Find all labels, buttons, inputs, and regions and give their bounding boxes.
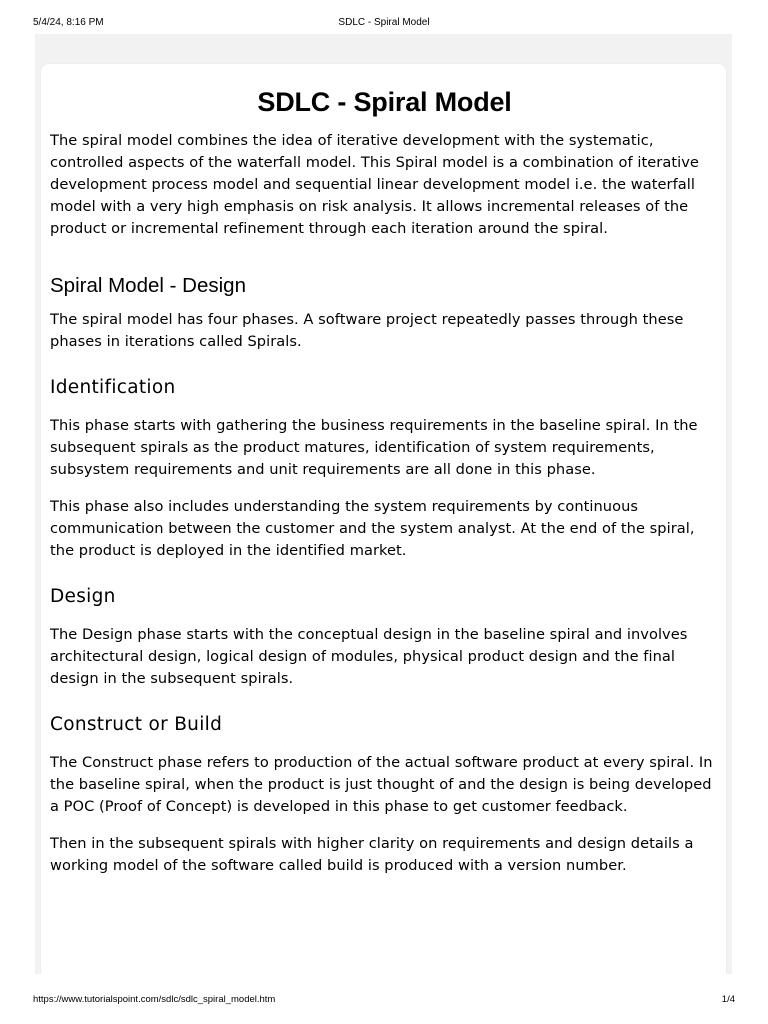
subheading-identification: Identification — [50, 377, 176, 398]
intro-paragraph: The spiral model combines the idea of iterative development with the systematic, controlled aspects of the waterfall model. This Spiral model is a combination of iterative development process model and sequential linear development model i.e. the waterfall model with a very high emphasis on risk analysis. It allows incremental releases of the product or incremental refinement through each iteration around the spiral. — [50, 132, 699, 237]
print-footer — [0, 994, 768, 1010]
design-phase-paragraph: The Design phase starts with the conceptual design in the baseline spiral and involves architectural design, logical design of modules, physical product design and the final design in the subsequent spirals. — [50, 626, 688, 687]
subheading-design: Design — [50, 586, 116, 607]
print-date: 5/4/24, 8:16 PM — [33, 17, 104, 28]
article-content — [50, 64, 719, 877]
section-heading-design: Spiral Model - Design — [50, 274, 246, 297]
article-card — [41, 64, 726, 974]
subheading-construct: Construct or Build — [50, 714, 223, 735]
page-number: 1/4 — [721, 994, 735, 1005]
design-intro-paragraph: The spiral model has four phases. A software project repeatedly passes through these phases in iterations called Spirals. — [50, 311, 684, 350]
page-background — [35, 34, 732, 974]
print-url: https://www.tutorialspoint.com/sdlc/sdlc_spiral_model.htm — [33, 994, 276, 1005]
identification-paragraph-1: This phase starts with gathering the business requirements in the baseline spiral. In the subsequent spirals as the product matures, identification of system requirements, subsystem requirements and unit requirements are all done in this phase. — [50, 417, 698, 478]
print-title: SDLC - Spiral Model — [338, 17, 430, 28]
page-title: SDLC - Spiral Model — [257, 87, 512, 117]
construct-paragraph-2: Then in the subsequent spirals with higher clarity on requirements and design details a working model of the software called build is produced with a version number. — [50, 835, 694, 874]
identification-paragraph-2: This phase also includes understanding the system requirements by continuous communication between the customer and the system analyst. At the end of the spiral, the product is deployed in the identified market. — [50, 498, 695, 559]
construct-paragraph-1: The Construct phase refers to production of the actual software product at every spiral. In the baseline spiral, when the product is just thought of and the design is being developed a POC (Proof of Concept) is developed in this phase to get customer feedback. — [50, 754, 713, 815]
print-header — [0, 0, 768, 34]
